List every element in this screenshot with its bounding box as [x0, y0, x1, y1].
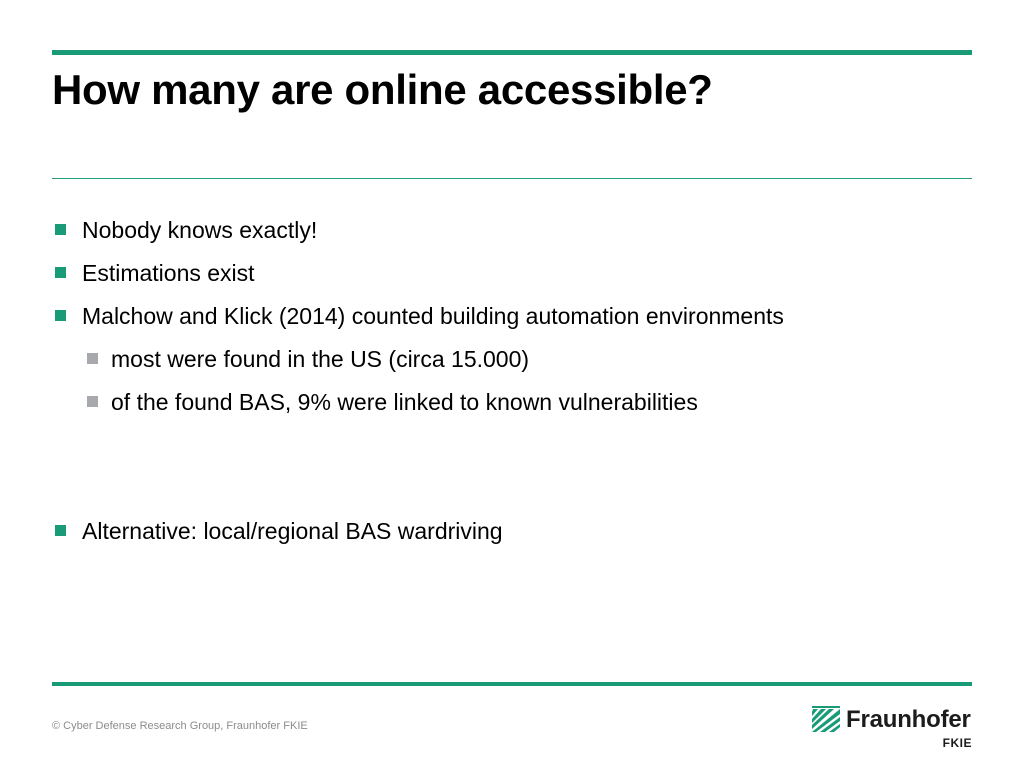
square-bullet-icon	[55, 267, 66, 278]
bullet-text: Estimations exist	[82, 260, 255, 286]
logo-name: Fraunhofer	[846, 706, 971, 733]
bullet-text: Alternative: local/regional BAS wardriving	[82, 518, 503, 544]
top-accent-rule	[52, 50, 972, 55]
sub-bullet-item	[52, 339, 972, 382]
bullet-item	[52, 253, 972, 296]
fraunhofer-logo-icon	[812, 706, 840, 732]
square-bullet-icon	[55, 310, 66, 321]
bullet-list	[52, 210, 972, 554]
square-bullet-icon	[55, 525, 66, 536]
slide-title: How many are online accessible?	[52, 66, 713, 113]
bullet-text: Nobody knows exactly!	[82, 217, 318, 243]
logo-subtitle: FKIE	[942, 736, 972, 750]
footer-copyright: © Cyber Defense Research Group, Fraunhofer FKIE	[52, 720, 308, 732]
title-divider	[52, 178, 972, 179]
gray-square-bullet-icon	[87, 396, 98, 407]
footer-accent-rule	[52, 682, 972, 686]
sub-bullet-item	[52, 382, 972, 425]
square-bullet-icon	[55, 224, 66, 235]
fraunhofer-logo	[812, 704, 974, 750]
sub-bullet-text: of the found BAS, 9% were linked to known vulnerabilities	[111, 389, 698, 415]
bullet-item	[52, 210, 972, 253]
bullet-text: Malchow and Klick (2014) counted building automation environments	[82, 303, 784, 329]
sub-bullet-text: most were found in the US (circa 15.000)	[111, 346, 530, 372]
bullet-item	[52, 511, 972, 554]
gray-square-bullet-icon	[87, 353, 98, 364]
bullet-item	[52, 296, 972, 339]
